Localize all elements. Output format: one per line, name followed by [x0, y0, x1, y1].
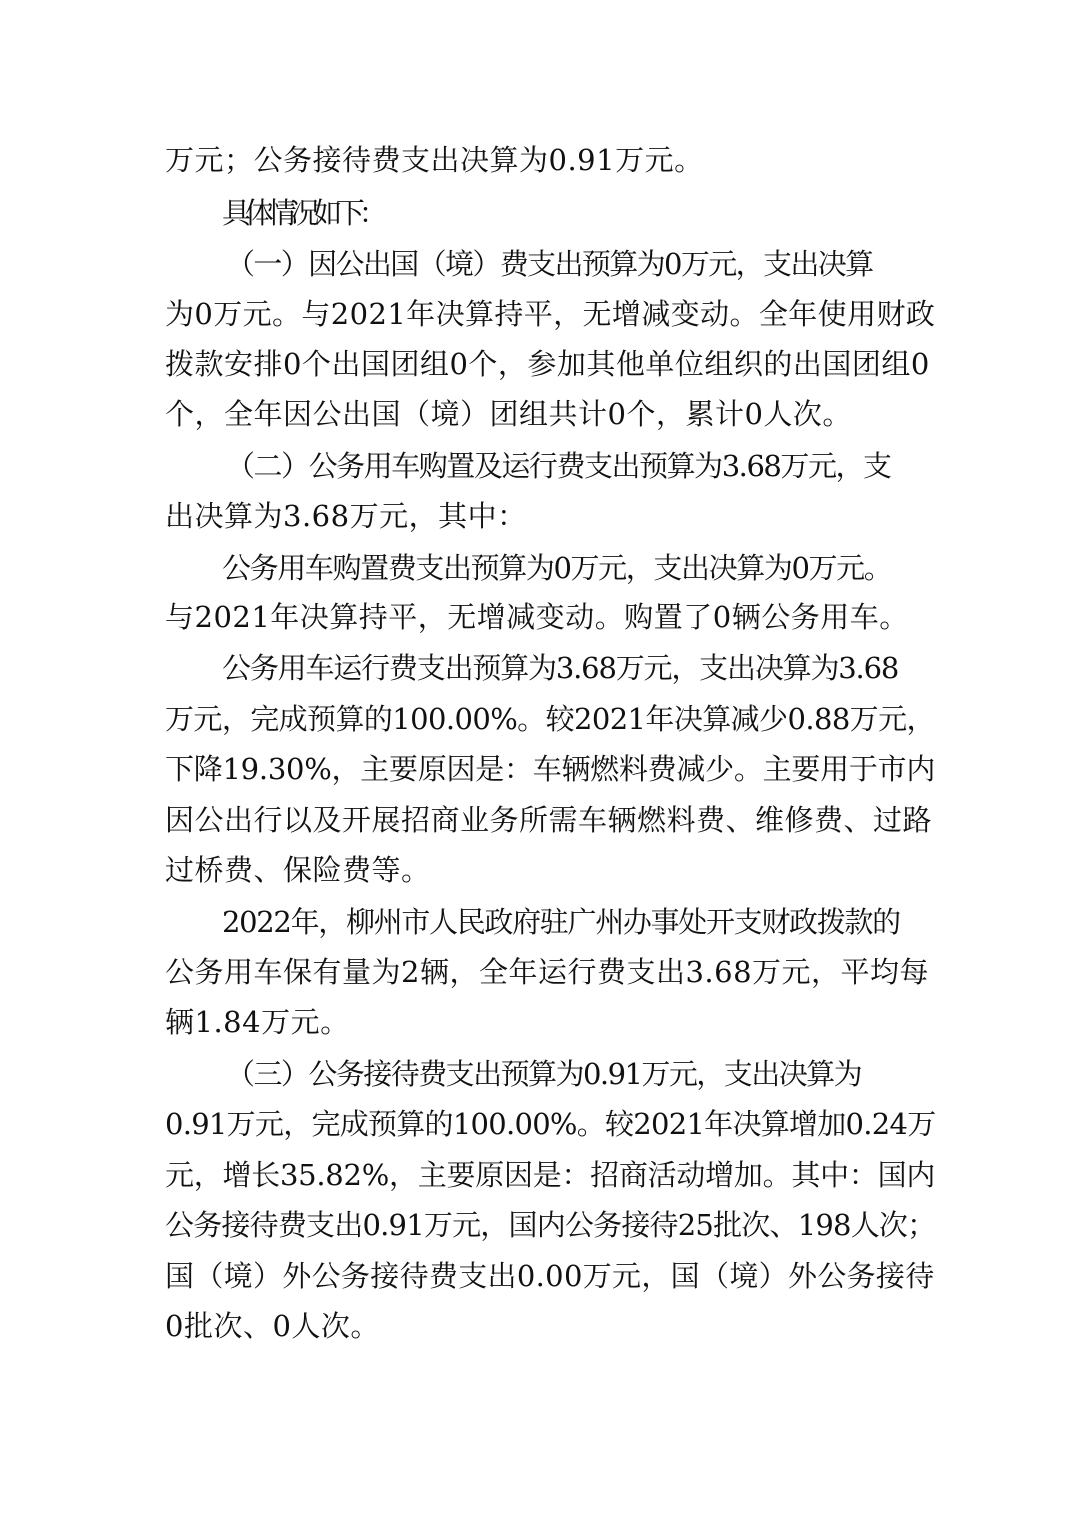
text-line: （三）公务接待费支出预算为0.91万元，支出决算为	[226, 1057, 862, 1091]
text-line: 与2021年决算持平，无增减变动。购置了0辆公务用车。	[165, 600, 909, 634]
text-line: 因公出行以及开展招商业务所需车辆燃料费、维修费、过路	[165, 803, 933, 837]
text-line: 公务用车运行费支出预算为3.68万元，支出决算为3.68	[222, 651, 899, 685]
text-line: （一）因公出国（境）费支出预算为0万元，支出决算	[226, 247, 873, 281]
text-line: 辆1.84万元。	[165, 1005, 350, 1039]
text-line: 0.91万元，完成预算的100.00%。较2021年决算增加0.24万	[165, 1107, 936, 1141]
text-line: （二）公务用车购置及运行费支出预算为3.68万元，支	[226, 449, 891, 483]
text-line: 为0万元。与2021年决算持平，无增减变动。全年使用财政	[165, 297, 936, 331]
text-line: 国（境）外公务接待费支出0.00万元，国（境）外公务接待	[165, 1259, 935, 1293]
text-line: 万元，完成预算的100.00%。较2021年决算减少0.88万元，	[165, 702, 935, 736]
text-line: 公务用车保有量为2辆，全年运行费支出3.68万元，平均每	[165, 955, 930, 989]
text-line: 具体情况如下：	[222, 196, 382, 230]
text-line: 下降19.30%，主要原因是：车辆燃料费减少。主要用于市内	[165, 752, 936, 786]
text-line: 个，全年因公出国（境）团组共计0个，累计0人次。	[165, 397, 852, 431]
text-line: 元，增长35.82%，主要原因是：招商活动增加。其中：国内	[165, 1158, 936, 1192]
text-line: 公务接待费支出0.91万元，国内公务接待25批次、198人次；	[165, 1208, 936, 1242]
text-line: 万元；公务接待费支出决算为0.91万元。	[165, 143, 704, 177]
text-line: 公务用车购置费支出预算为0万元，支出决算为0万元。	[222, 551, 892, 585]
text-line: 2022年，柳州市人民政府驻广州办事处开支财政拨款的	[222, 905, 900, 939]
text-line: 拨款安排0个出国团组0个，参加其他单位组织的出国团组0	[165, 347, 930, 381]
text-line: 过桥费、保险费等。	[165, 853, 431, 887]
text-line: 0批次、0人次。	[165, 1309, 380, 1343]
text-line: 出决算为3.68万元，其中：	[165, 499, 527, 533]
